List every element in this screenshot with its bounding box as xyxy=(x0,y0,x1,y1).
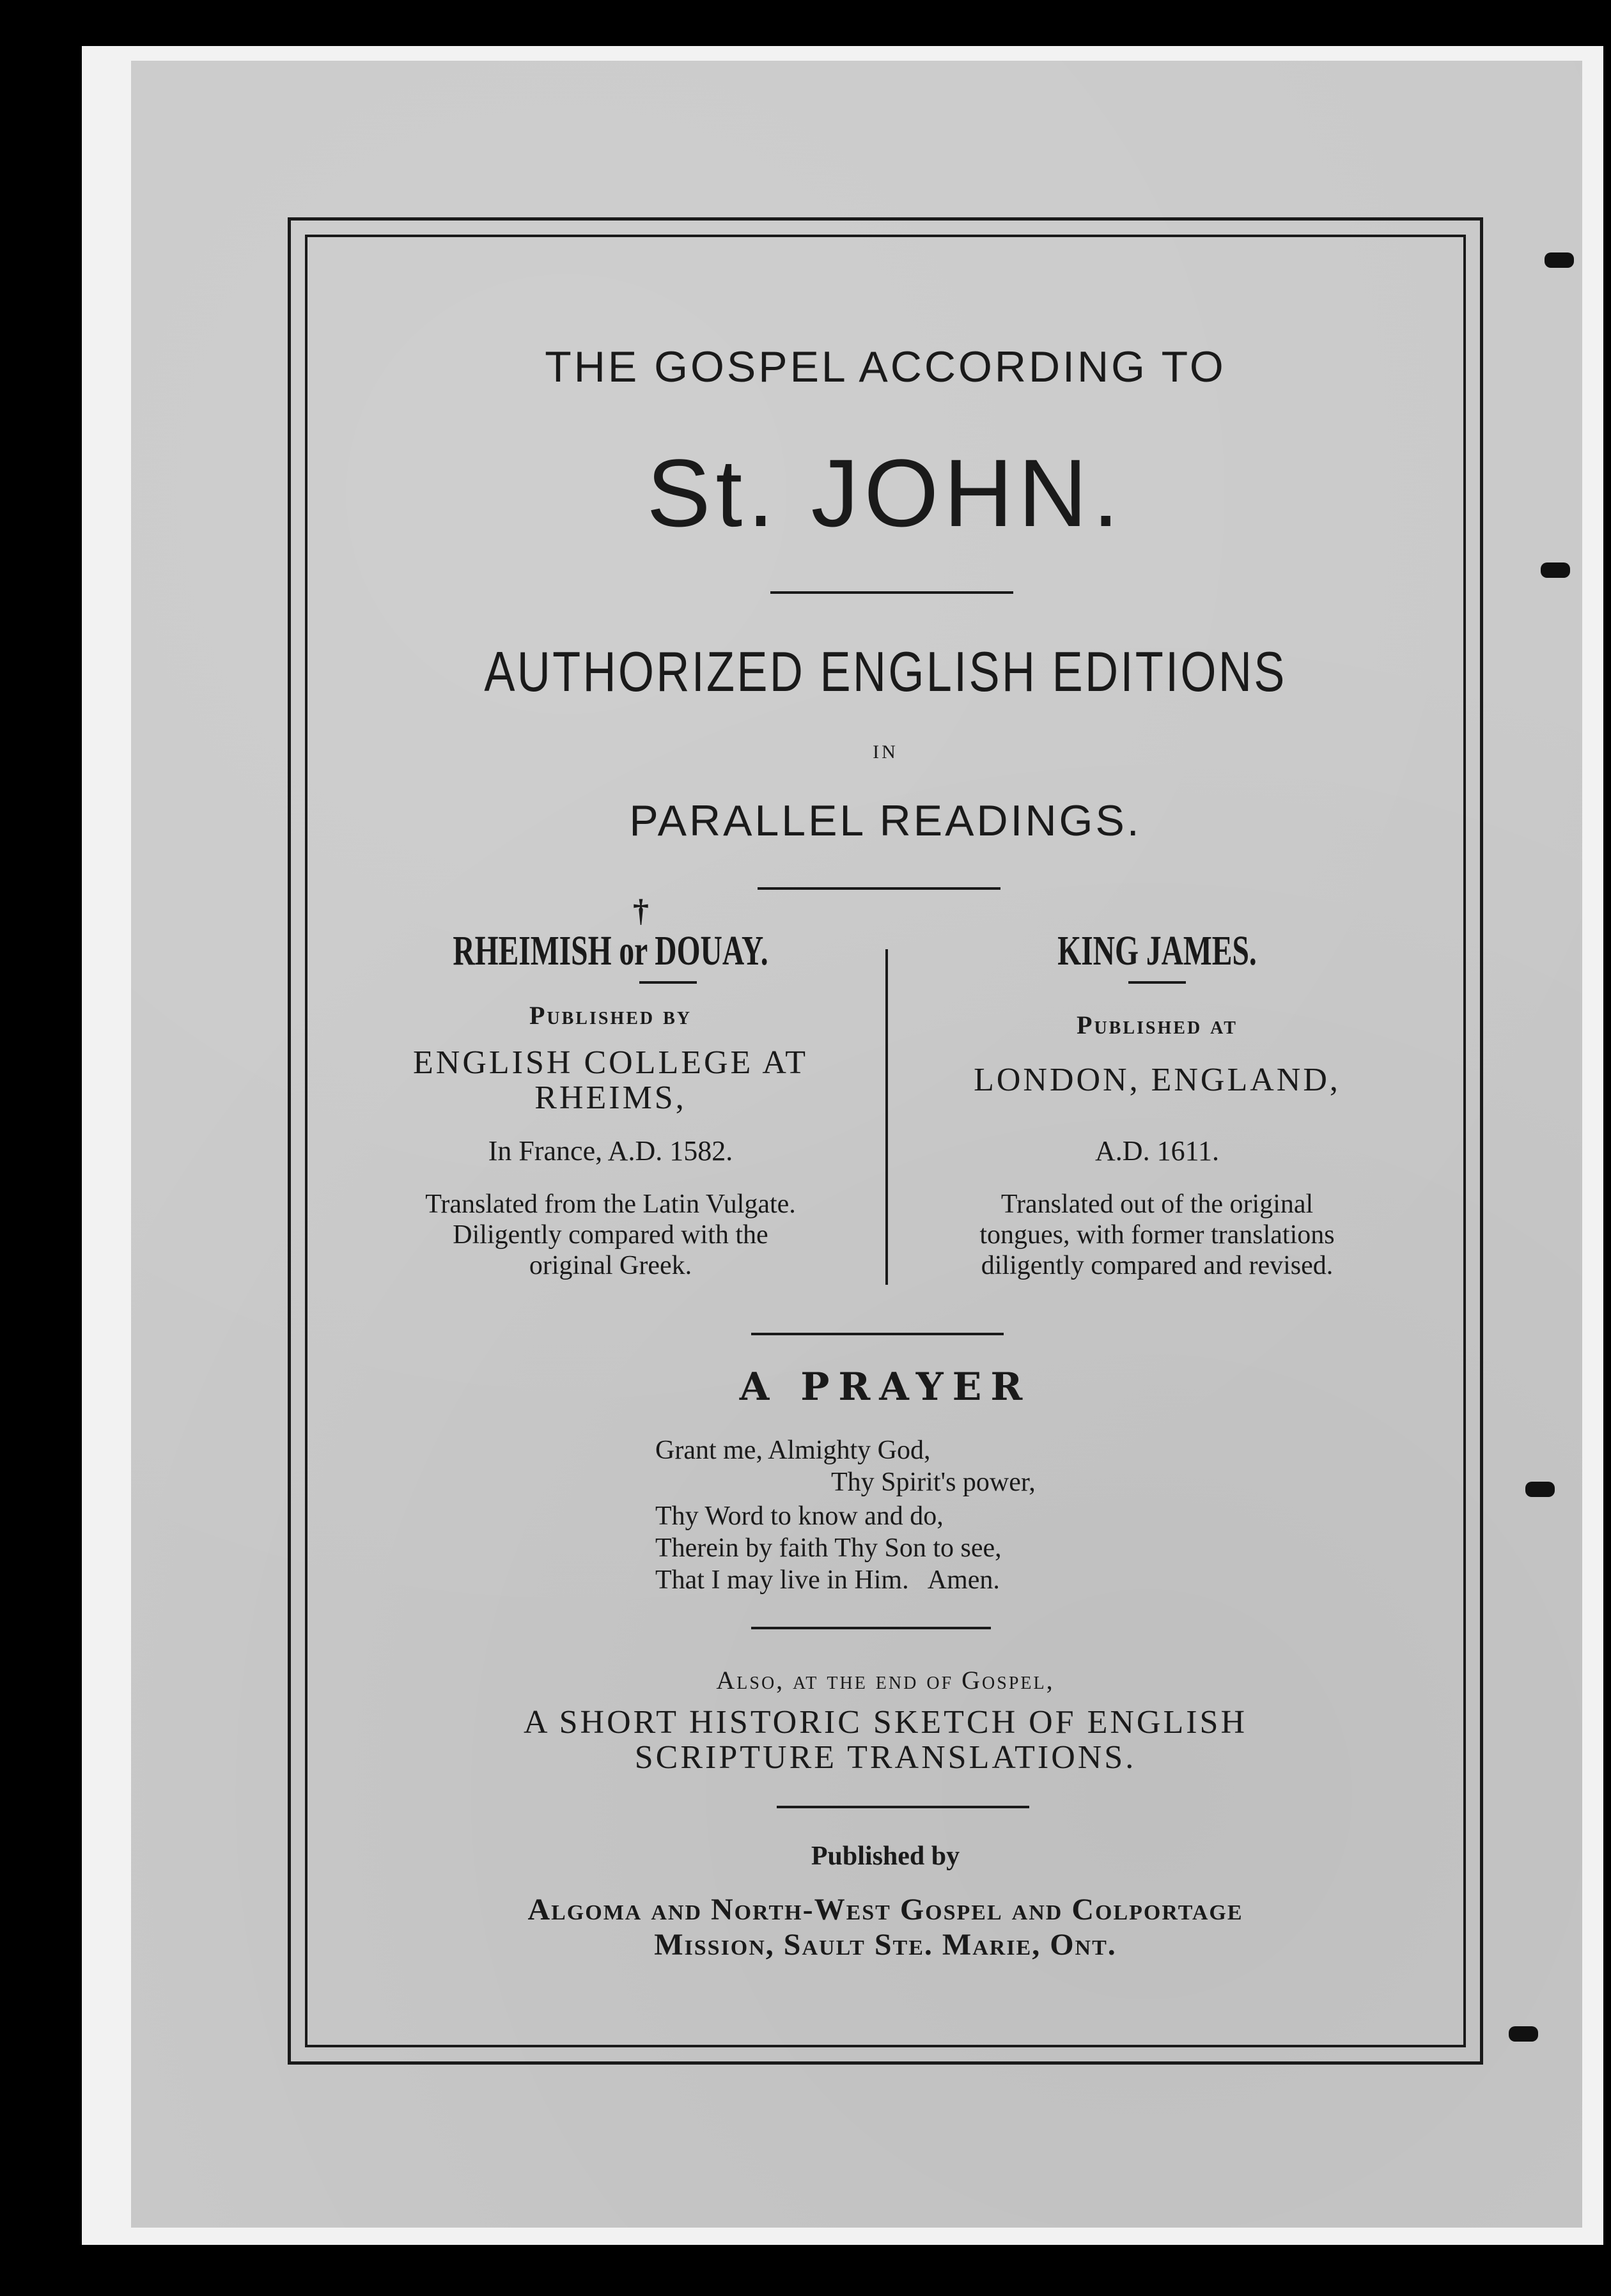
translation-note-line: Translated out of the original xyxy=(1000,1190,1314,1219)
translation-note-line: Translated from the Latin Vulgate. xyxy=(425,1190,796,1219)
gospel-heading: THE GOSPEL ACCORDING TO xyxy=(545,343,1226,391)
binding-mark xyxy=(1541,562,1570,578)
translation-note-line: diligently compared and revised. xyxy=(981,1251,1334,1280)
place-date: In France, A.D. 1582. xyxy=(488,1135,733,1167)
king-james-heading: KING JAMES. xyxy=(1057,927,1257,974)
in-word: IN xyxy=(873,741,898,763)
title-page-frame xyxy=(288,217,1483,2065)
prayer-line: Thy Word to know and do, xyxy=(655,1501,944,1531)
binding-mark xyxy=(1545,252,1574,268)
publish-place: LONDON, ENGLAND, xyxy=(974,1062,1341,1098)
editions-subtitle: AUTHORIZED ENGLISH EDITIONS xyxy=(484,640,1287,703)
column-divider xyxy=(885,949,888,1285)
prayer-line: Grant me, Almighty God, xyxy=(655,1436,931,1465)
also-intro: Also, at the end of Gospel, xyxy=(716,1666,1055,1695)
divider xyxy=(770,591,1013,594)
divider xyxy=(758,887,1000,890)
rheimish-heading: RHEIMISH or DOUAY. xyxy=(453,927,768,974)
prayer-line: Therein by faith Thy Son to see, xyxy=(655,1533,1002,1563)
publish-date: A.D. 1611. xyxy=(1095,1135,1219,1167)
published-by-label: Published by xyxy=(529,1001,692,1030)
binding-mark xyxy=(1509,2026,1538,2042)
dagger-mark: † xyxy=(633,892,649,928)
divider xyxy=(751,1333,1004,1335)
published-at-label: Published at xyxy=(1077,1011,1238,1039)
publisher-line: Algoma and North-West Gospel and Colportage xyxy=(527,1893,1243,1927)
publisher-line: Mission, Sault Ste. Marie, Ont. xyxy=(654,1928,1117,1962)
sketch-title-line: A SHORT HISTORIC SKETCH OF ENGLISH xyxy=(523,1704,1248,1741)
translation-note-line: tongues, with former translations xyxy=(979,1220,1335,1250)
heading-underline xyxy=(1128,981,1186,984)
prayer-heading: A PRAYER xyxy=(739,1365,1032,1409)
translation-note-line: original Greek. xyxy=(529,1251,692,1280)
parallel-readings: PARALLEL READINGS. xyxy=(629,796,1142,845)
binding-mark xyxy=(1525,1482,1555,1497)
prayer-line: Thy Spirit's power, xyxy=(831,1468,1036,1497)
divider xyxy=(777,1806,1029,1808)
book-title: St. JOHN. xyxy=(646,439,1125,547)
publisher-city: RHEIMS, xyxy=(534,1080,687,1116)
heading-underline xyxy=(639,981,697,984)
prayer-line: That I may live in Him. Amen. xyxy=(655,1565,1000,1595)
translation-note-line: Diligently compared with the xyxy=(453,1220,768,1250)
sketch-title-line: SCRIPTURE TRANSLATIONS. xyxy=(634,1739,1137,1776)
divider xyxy=(751,1627,991,1629)
publisher-name: ENGLISH COLLEGE AT xyxy=(413,1044,808,1081)
published-by-footer: Published by xyxy=(811,1842,960,1871)
